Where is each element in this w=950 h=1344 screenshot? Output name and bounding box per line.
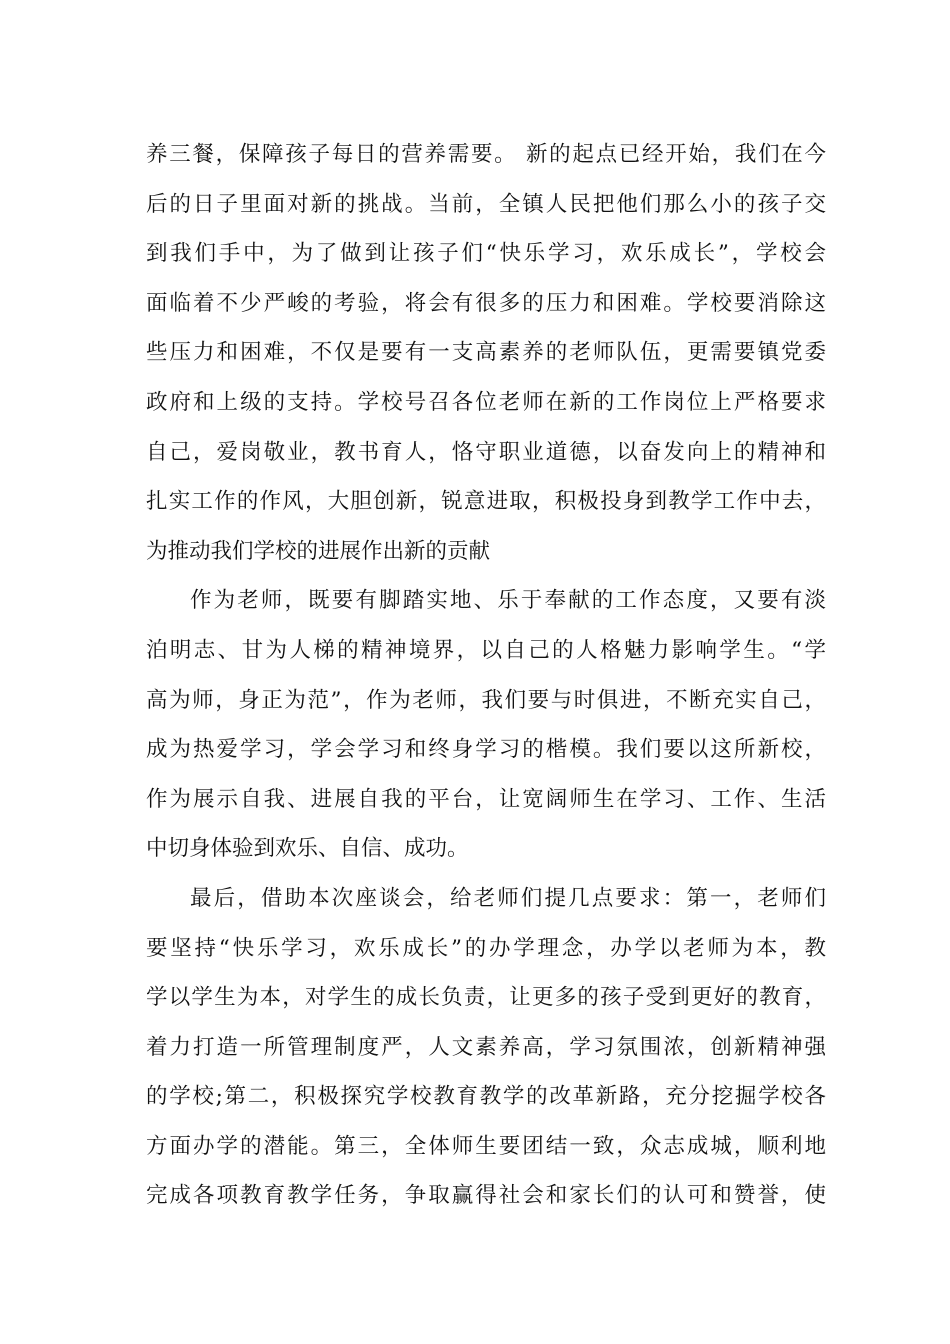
text-line: 面临着不少严峻的考验，将会有很多的压力和困难。学校要消除这 xyxy=(146,290,826,316)
text-line: 些压力和困难，不仅是要有一支高素养的老师队伍，更需要镇党委 xyxy=(146,340,826,366)
paragraph xyxy=(146,874,826,1221)
text-line: 中切身体验到欢乐、自信、成功。 xyxy=(146,836,469,862)
text-line: 成为热爱学习，学会学习和终身学习的楷模。我们要以这所新校， xyxy=(146,737,826,763)
text-line: 学以学生为本，对学生的成长负责，让更多的孩子受到更好的教育， xyxy=(146,985,826,1011)
text-line: 政府和上级的支持。学校号召各位老师在新的工作岗位上严格要求 xyxy=(146,389,826,415)
text-line: 作为展示自我、进展自我的平台，让宽阔师生在学习、工作、生活 xyxy=(146,786,826,812)
paragraph xyxy=(146,576,826,874)
text-line: 扎实工作的作风，大胆创新，锐意进取，积极投身到教学工作中去， xyxy=(146,489,826,515)
text-line: 着力打造一所管理制度严，人文素养高，学习氛围浓，创新精神强 xyxy=(146,1034,826,1060)
text-line: 到我们手中，为了做到让孩子们“快乐学习，欢乐成长”，学校会 xyxy=(146,241,826,267)
text-line: 最后，借助本次座谈会，给老师们提几点要求：第一，老师们 xyxy=(190,885,826,911)
text-line: 的学校;第二，积极探究学校教育教学的改革新路，充分挖掘学校各 xyxy=(146,1084,826,1110)
text-line: 要坚持“快乐学习，欢乐成长”的办学理念，办学以老师为本，教 xyxy=(146,935,826,961)
text-line: 养三餐，保障孩子每日的营养需要。 新的起点已经开始，我们在今 xyxy=(146,142,826,167)
text-line: 泊明志、甘为人梯的精神境界，以自己的人格魅力影响学生。“学 xyxy=(146,637,826,663)
text-line: 高为师，身正为范”，作为老师，我们要与时俱进，不断充实自己， xyxy=(146,687,826,713)
text-line: 完成各项教育教学任务，争取赢得社会和家长们的认可和赞誉，使 xyxy=(146,1183,826,1209)
text-line: 为推动我们学校的进展作出新的贡献 xyxy=(146,538,491,564)
paragraph xyxy=(146,130,826,576)
text-line: 作为老师，既要有脚踏实地、乐于奉献的工作态度，又要有淡 xyxy=(190,588,826,614)
text-line: 方面办学的潜能。第三，全体师生要团结一致，众志成城，顺利地 xyxy=(146,1133,826,1159)
document-body xyxy=(146,130,826,1221)
text-line: 后的日子里面对新的挑战。当前，全镇人民把他们那么小的孩子交 xyxy=(146,191,826,217)
text-line: 自己，爱岗敬业，教书育人，恪守职业道德，以奋发向上的精神和 xyxy=(146,439,826,465)
